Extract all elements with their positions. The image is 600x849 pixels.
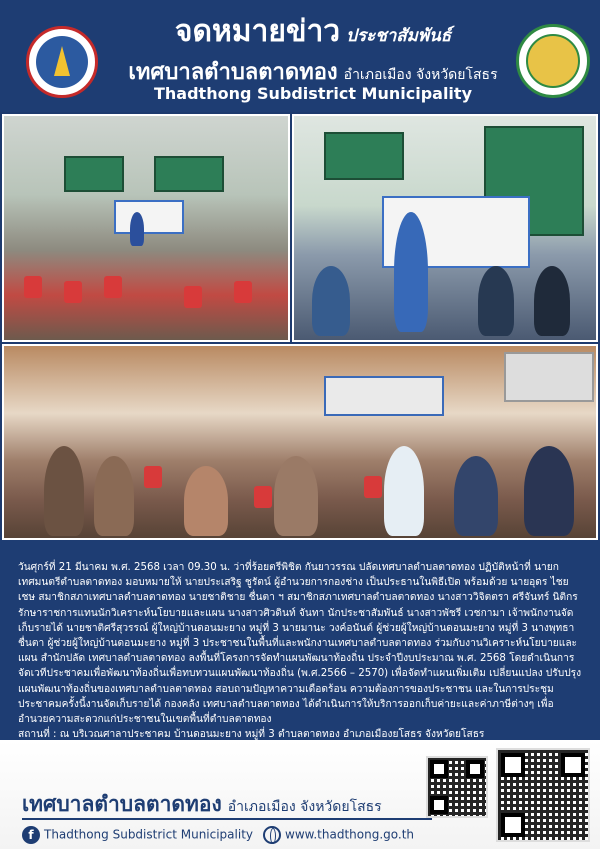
footer-org-th: เทศบาลตำบลตาดทอง: [22, 792, 222, 816]
org-th: เทศบาลตำบลตาดทอง: [128, 60, 338, 85]
municipality-seal-logo: [26, 26, 98, 98]
globe-icon: [263, 826, 281, 844]
facebook-link[interactable]: Thadthong Subdistrict Municipality: [44, 827, 254, 842]
facebook-icon: f: [22, 826, 40, 844]
title-sub: ประชาสัมพันธ์: [346, 26, 452, 46]
footer-links: [22, 826, 414, 844]
footer-org: [22, 788, 382, 821]
location-th: อำเภอเมือง จังหวัดยโสธร: [343, 67, 498, 83]
news-paragraph: วันศุกร์ที่ 21 มีนาคม พ.ศ. 2568 เวลา 09.30 น. ว่าที่ร้อยตรีพิชิต กันยาวรรณ ปลัดเทศบาลตำบลตาดทอง ปฏิบัติหน้าที่ นายกเทศมนตรีตำบลตาดทอง มอบหมายให้ นายประเสริฐ ชูรัตน์ ผู้อำนวยการกองช่าง เป็นประธานในพิธีเปิด พร้อมด้วย นายอุดร ไชยเชษ สมาชิกสภาเทศบาลตำบลตาดทอง นายชาติชาย ชื่นตา ฯ สมาชิกสภาเทศบาลตำบลตาดทอง นางสาววิจิตตรา ศรีจันทร์ นิติกร รักษาราชการแทนนักวิเคราะห์นโยบายและแผน นางสาวศิวดินท์ จันทา นักประชาสัมพันธ์ นางสาวพัชรี เวชกามา เจ้าพนักงานจัดเก็บรายได้ นายชาติศรีสุวรรณ์ ผู้ใหญ่บ้านดอนมะยาง หมู่ที่ 3 นายมานะ วงค์อนันต์ ผู้ช่วยผู้ใหญ่บ้านดอนมะยาง หมู่ที่ 3 นางพุทธา ชื่นตา ผู้ช่วยผู้ใหญ่บ้านดอนมะยาง หมู่ที่ 3 ประชาชนในพื้นที่และพนักงานเทศบาลตำบลตาดทอง ร่วมกับงานวิเคราะห์นโยบายและแผน สำนักปลัด เทศบาลตำบลตาดทอง ลงพื้นที่โครงการจัดทำแผนพัฒนาท้องถิ่น ประจำปีงบประมาณ พ.ศ. 2568 โดยดำเนินการจัดเวทีประชาคมเพื่อพัฒนาท้องถิ่นเพื่อทบทวนแผนพัฒนาท้องถิ่น (พ.ศ.2566 – 2570) เพื่อจัดทำแผนเพิ่มเติม เปลี่ยนแปลง ปรับปรุงแผนพัฒนาท้องถิ่นของเทศบาลตำบลตาดทอง สอบถามปัญหาความเดือดร้อน ความต้องการของประชาชน และในการประชุมประชาคมครั้งนี้งานจัดเก็บรายได้ กองคลัง เทศบาลตำบลตาดทอง ได้ดำเนินการให้บริการออกเก็บค่ายะและค่าภาษีต่างๆ เพื่ออำนวยความสะดวกแก่ประชาชนในเขตพื้นที่ตำบลตาดทอง: [18, 562, 582, 726]
meeting-photo-1: [2, 114, 290, 342]
newsletter-title: [118, 8, 508, 55]
footer: [0, 740, 600, 849]
venue-line: สถานที่ : ณ บริเวณศาลาประชาคม บ้านดอนมะยาง หมู่ที่ 3 ตำบลตาดทอง อำเภอเมืองยโสธร จังหวัดยโสธร: [18, 729, 485, 741]
footer-location-th: อำเภอเมือง จังหวัดยโสธร: [227, 799, 382, 815]
meeting-photo-3: [2, 344, 598, 540]
website-link[interactable]: www.thadthong.go.th: [285, 827, 415, 842]
footer-divider: [22, 818, 432, 820]
org-name-en: Thadthong Subdistrict Municipality: [153, 84, 472, 103]
website-qr-code: [496, 748, 590, 842]
meeting-photo-2: [292, 114, 598, 342]
facebook-qr-code: [426, 756, 488, 818]
news-body: [0, 540, 600, 740]
local-admin-seal-logo: [516, 24, 590, 98]
header: [0, 0, 600, 112]
title-text: จดหมายข่าว: [174, 14, 341, 49]
